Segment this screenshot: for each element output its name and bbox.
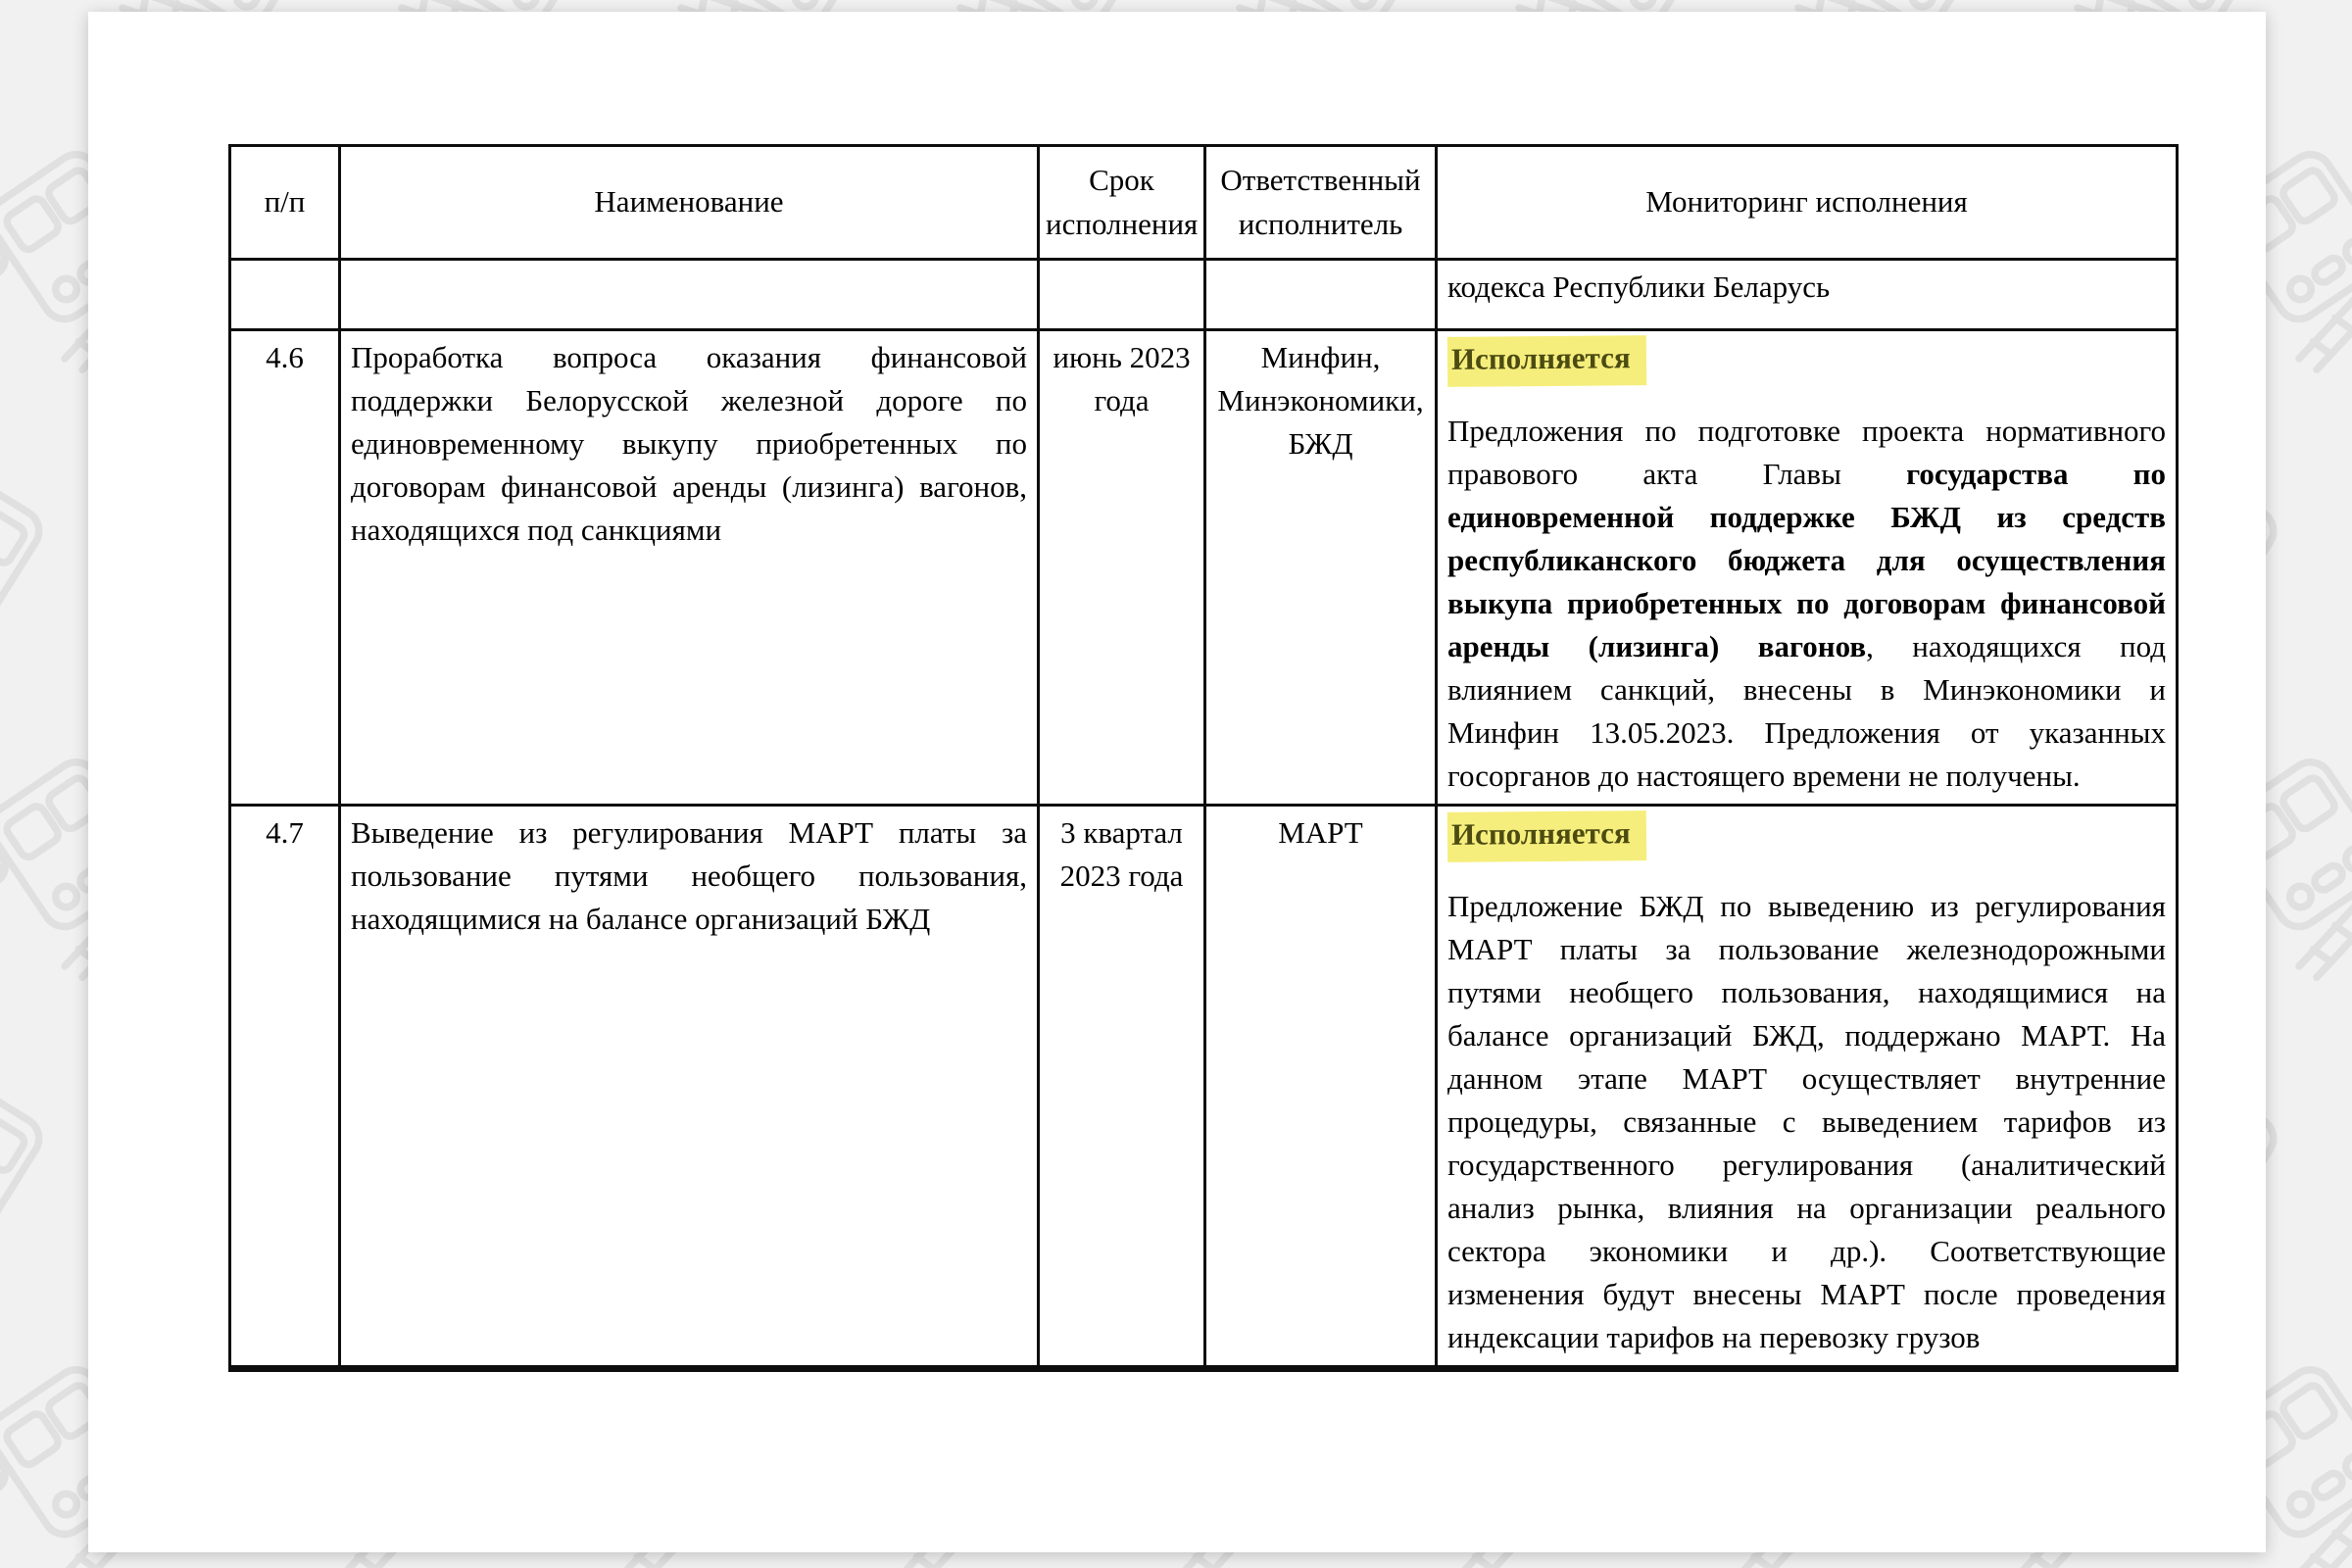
header-name: Наименование <box>340 146 1039 260</box>
monitoring-cell <box>1437 806 2178 1369</box>
monitoring-text: Предложения по подготовке проекта нормативного правового акта Главы государства по единовременной поддержке БЖД из средств республиканского бюджета для осуществления выкупа приобретенных по договорам финансовой аренды (лизинга) вагонов, находящихся под влиянием санкций, внесены в Минэкономики и Минфин 13.05.2023. Предложения от указанных госорганов до настоящего времени не получены. <box>1447 414 2166 794</box>
executor: МАРТ <box>1205 806 1437 1369</box>
header-num: п/п <box>230 146 340 260</box>
task-name: Проработка вопроса оказания финансовой поддержки Белорусской железной дороге по единовременному выкупу приобретенных по договорам финансовой аренды (лизинга) вагонов, находящихся под санкциями <box>340 330 1039 806</box>
row-number: 4.7 <box>230 806 340 1369</box>
train-pattern-icon <box>0 420 84 710</box>
train-pattern-icon <box>2307 0 2352 104</box>
train-pattern-icon <box>0 1028 84 1318</box>
deadline: июнь 2023 года <box>1039 330 1205 806</box>
train-pattern-icon <box>0 0 84 104</box>
table-header-row <box>230 146 2178 260</box>
document-page <box>88 12 2266 1552</box>
train-pattern-icon <box>2307 1028 2352 1318</box>
row-number <box>230 260 340 330</box>
row-number: 4.6 <box>230 330 340 806</box>
monitoring-table <box>228 144 2179 1372</box>
task-name: Выведение из регулирования МАРТ платы за пользование путями необщего пользования, находящимися на балансе организаций БЖД <box>340 806 1039 1369</box>
monitoring-cell <box>1437 330 2178 806</box>
executor <box>1205 260 1437 330</box>
executor: Минфин, Минэкономики, БЖД <box>1205 330 1437 806</box>
header-term: Срок исполнения <box>1039 146 1205 260</box>
train-pattern-icon <box>2307 420 2352 710</box>
monitoring-text: Предложение БЖД по выведению из регулирования МАРТ платы за пользование железнодорожными путями необщего пользования, находящимися на балансе организаций БЖД, поддержано МАРТ. На данном этапе МАРТ осуществляет внутренние процедуры, связанные с выведением тарифов из государственного регулирования (аналитический анализ рынка, влияния на организации реального сектора экономики и др.). Соответствующие изменения будут внесены МАРТ после проведения индексации тарифов на перевозку грузов <box>1447 889 2166 1355</box>
header-executor: Ответственный исполнитель <box>1205 146 1437 260</box>
header-monitoring: Мониторинг исполнения <box>1437 146 2178 260</box>
monitoring-text: кодекса Республики Беларусь <box>1447 270 1831 304</box>
table-row-4.7 <box>230 806 2178 1369</box>
status-highlight: Исполняется <box>1447 335 1646 387</box>
monitoring-cell <box>1437 260 2178 330</box>
table-row-continuation <box>230 260 2178 330</box>
deadline <box>1039 260 1205 330</box>
status-highlight: Исполняется <box>1447 810 1646 862</box>
deadline: 3 квартал 2023 года <box>1039 806 1205 1369</box>
task-name <box>340 260 1039 330</box>
table-row-4.6 <box>230 330 2178 806</box>
